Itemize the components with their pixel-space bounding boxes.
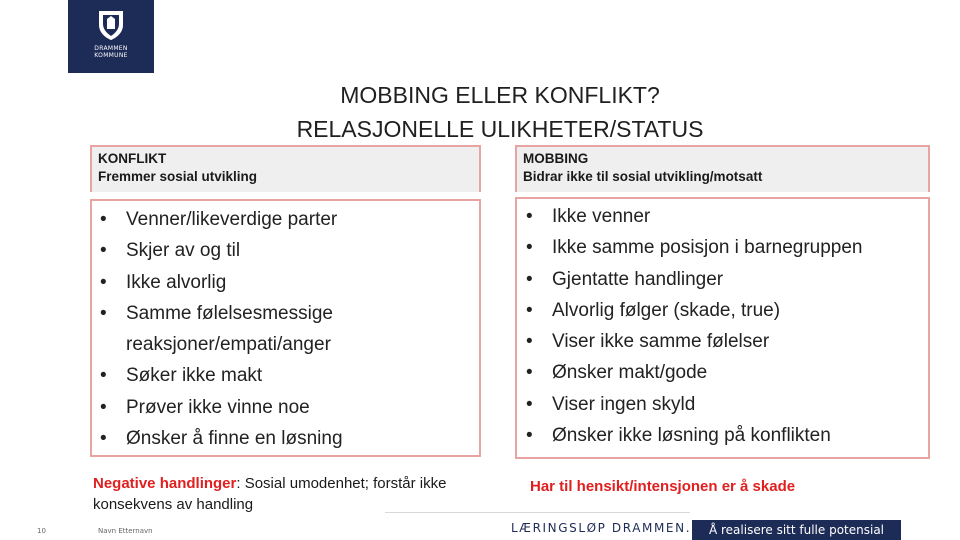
page-title-line1: MOBBING ELLER KONFLIKT? — [340, 82, 660, 108]
konflikt-list-item: • Søker ikke makt — [100, 360, 471, 391]
konflikt-list-item: • Ikke alvorlig — [100, 267, 471, 298]
mobbing-header-box — [515, 145, 930, 192]
konflikt-list-item: • Samme følelsesmessige reaksjoner/empati/anger — [100, 298, 386, 361]
footer-divider — [385, 512, 690, 513]
konflikt-note-text: : Sosial umodenhet; forstår ikke konsekvens av handling — [93, 475, 447, 513]
mobbing-list-item: • Gjentatte handlinger — [526, 264, 919, 295]
page-title-line2: RELASJONELLE ULIKHETER/STATUS — [296, 116, 704, 142]
mobbing-list-item: • Ikke venner — [526, 201, 919, 232]
mobbing-header-title: MOBBING — [523, 151, 589, 166]
konflikt-header-subtitle: Fremmer sosial utvikling — [98, 169, 258, 184]
page-number: 10 — [37, 527, 46, 535]
mobbing-list-item: • Ikke samme posisjon i barnegruppen — [526, 232, 919, 263]
mobbing-list-item: • Ønsker ikke løsning på konflikten — [526, 420, 919, 451]
mobbing-note: Har til hensikt/intensjonen er å skade — [530, 478, 796, 495]
konflikt-note — [93, 473, 473, 515]
footer-author: Navn Etternavn — [98, 527, 153, 535]
slogan-banner: Å realisere sitt fulle potensial — [692, 520, 901, 540]
konflikt-header-box — [90, 145, 481, 192]
konflikt-list-item: • Prøver ikke vinne noe — [100, 392, 471, 423]
konflikt-list-item: • Venner/likeverdige parter — [100, 204, 471, 235]
mobbing-header-subtitle: Bidrar ikke til sosial utvikling/motsatt — [523, 169, 763, 184]
mobbing-list-item: • Alvorlig følger (skade, true) — [526, 295, 919, 326]
konflikt-header-title: KONFLIKT — [98, 151, 167, 166]
mobbing-list-item: • Ønsker makt/gode — [526, 357, 919, 388]
mobbing-list-box — [515, 197, 930, 459]
mobbing-list-item: • Viser ingen skyld — [526, 389, 919, 420]
konflikt-list-item: • Skjer av og til — [100, 235, 471, 266]
brand-wordmark: LÆRINGSLØP DRAMMEN. — [511, 521, 692, 535]
konflikt-list-box — [90, 199, 481, 457]
crest-icon — [96, 9, 126, 41]
mobbing-list-item: • Viser ikke samme følelser — [526, 326, 919, 357]
logo-text-kommune: KOMMUNE — [94, 52, 128, 59]
drammen-kommune-logo — [68, 0, 154, 73]
konflikt-note-highlight: Negative handlinger — [93, 475, 237, 492]
konflikt-list-item: • Ønsker å finne en løsning — [100, 423, 471, 454]
logo-text-drammen: DRAMMEN — [94, 45, 128, 52]
